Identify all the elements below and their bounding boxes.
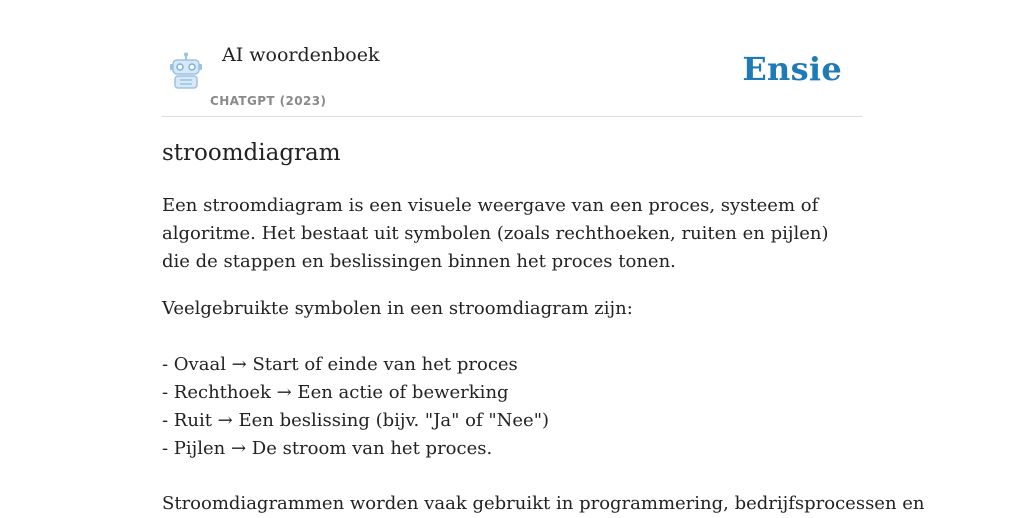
dictionary-header xyxy=(162,0,862,117)
list-item: - Rechthoek → Een actie of bewerking xyxy=(162,382,509,403)
entry-term: stroomdiagram xyxy=(162,140,341,166)
list-item: - Ovaal → Start of einde van het proces xyxy=(162,354,518,375)
list-item: - Pijlen → De stroom van het proces. xyxy=(162,438,493,459)
page-container xyxy=(162,0,925,514)
brand-logo[interactable]: Ensie xyxy=(742,50,842,88)
dictionary-source: CHATGPT (2023) xyxy=(210,94,327,108)
symbols-list xyxy=(162,351,549,463)
definition-paragraph: Een stroomdiagram is een visuele weergave van een proces, systeem of algoritme. Het bestaat uit symbolen (zoals rechthoeken, ruiten en pijlen) die de stappen en beslissingen binnen het proces tonen. xyxy=(162,195,829,272)
usage-paragraph: Stroomdiagrammen worden vaak gebruikt in programmering, bedrijfsprocessen en xyxy=(162,493,925,514)
robot-icon xyxy=(166,52,206,90)
dictionary-title[interactable]: AI woordenboek xyxy=(222,44,380,66)
symbols-intro: Veelgebruikte symbolen in een stroomdiagram zijn: xyxy=(162,298,633,319)
list-item: - Ruit → Een beslissing (bijv. "Ja" of "Nee") xyxy=(162,410,550,431)
